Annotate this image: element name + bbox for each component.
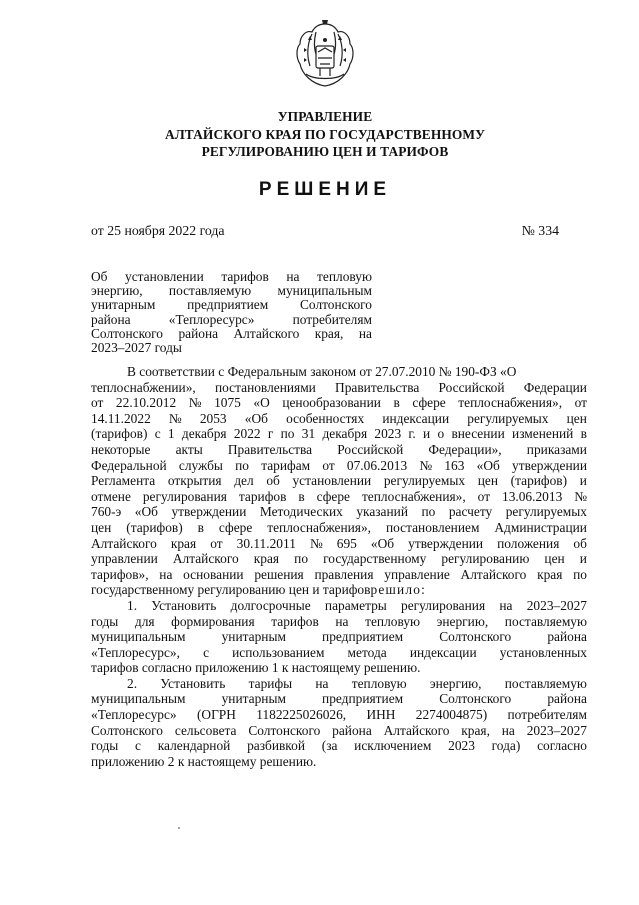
word: Об [91, 269, 108, 284]
word: на [358, 325, 372, 341]
word: 30.11.2011 [236, 535, 296, 551]
preamble-line [91, 520, 587, 536]
word: муниципальным [277, 283, 372, 299]
preamble-line [91, 395, 587, 411]
preamble-line [91, 489, 587, 505]
word: 2023–2027 годы [91, 340, 182, 356]
word: и [423, 426, 431, 442]
word: параметры [324, 597, 387, 613]
word: края [170, 535, 197, 551]
word: с [203, 644, 210, 660]
word: района [547, 629, 587, 645]
word: 2. [127, 675, 138, 691]
word: от [477, 488, 491, 504]
word: 2023 [374, 426, 402, 442]
word: Алтайского [383, 722, 450, 738]
word: Федеральной [91, 457, 167, 473]
word: приказами [526, 441, 587, 457]
preamble-line [91, 411, 587, 427]
word: Правительства [227, 441, 313, 457]
word: года) [491, 738, 521, 754]
word: энергию, [91, 283, 143, 299]
decision-body [91, 364, 587, 769]
word: 2022 [233, 426, 261, 442]
word: тепловую [351, 675, 407, 691]
word: регулируемых [467, 410, 549, 426]
item-2-line [91, 691, 587, 707]
word: на [286, 269, 300, 284]
word: 22.10.2012 [115, 395, 177, 411]
word: в [298, 488, 305, 504]
word: «Об [244, 410, 268, 426]
word: регулированию [441, 551, 530, 567]
word: от [574, 395, 587, 411]
word: «О [253, 395, 270, 411]
word: для [134, 613, 155, 629]
word: тарифов [238, 488, 287, 504]
word: утверждении [171, 504, 247, 520]
coat-of-arms-emblem [292, 18, 358, 90]
word: декабря [322, 426, 368, 442]
word: по [573, 566, 587, 582]
word: Установить [151, 597, 217, 613]
word: в [393, 395, 400, 411]
word: муниципальным [91, 691, 186, 707]
subject-line [91, 313, 372, 327]
item-1-line [91, 598, 587, 614]
word: унитарным [91, 297, 156, 313]
word: особенностях [286, 410, 365, 426]
org-line-2: АЛТАЙСКОГО КРАЯ ПО ГОСУДАРСТВЕННОМУ [164, 126, 486, 142]
word: на [501, 722, 515, 738]
word: теплоснабжения», [361, 488, 466, 504]
word: 1075 [214, 395, 241, 411]
item-1-line [91, 629, 587, 645]
word: муниципальным [91, 629, 186, 645]
subject-line [91, 341, 372, 355]
word: об [573, 535, 587, 551]
word: сельсовета [174, 722, 237, 738]
word: утверждении [408, 535, 484, 551]
word: В соответствии с Федеральным законом от 27.07.2010 № 190-ФЗ «О [127, 364, 517, 379]
word: индексации [409, 644, 477, 660]
word: 2053 [199, 410, 227, 426]
word: индексации [382, 410, 450, 426]
word: района [332, 722, 372, 738]
word: Солтонского [248, 722, 321, 738]
word: предприятием [187, 297, 269, 313]
word: (за [321, 738, 338, 754]
word: Регламента [91, 473, 156, 489]
word: Правительства [335, 379, 420, 395]
word: согласно [537, 738, 587, 754]
word: отмене [91, 488, 131, 504]
word: 1182225026026, [256, 707, 347, 723]
word: сфере [316, 488, 350, 504]
word: правления [314, 566, 374, 582]
resolved-word: решило: [370, 582, 427, 598]
word: по [421, 504, 436, 520]
word: 1. [127, 597, 138, 613]
word: дел [234, 473, 254, 489]
organization-name [90, 108, 560, 161]
word: приложению 2 к настоящему решению. [91, 753, 317, 769]
word: 1 [167, 426, 175, 442]
word: (тарифов) [91, 426, 148, 442]
word: «Об [370, 535, 395, 551]
word: исключением [354, 738, 432, 754]
word: на [335, 613, 349, 629]
document-date: от 25 ноября 2022 года [91, 223, 225, 238]
word: сфере [412, 395, 446, 411]
word: регулирования [142, 488, 227, 504]
word: декабря [181, 426, 227, 442]
word: решения [254, 566, 304, 582]
word: внесении [451, 426, 505, 442]
word: потребителям [507, 707, 587, 723]
word: потребителям [292, 311, 372, 327]
word: по [235, 457, 249, 473]
item-1-line [91, 614, 587, 630]
word: предприятием [322, 629, 404, 645]
subject-line [91, 284, 372, 298]
word: цен [91, 519, 112, 535]
word: 760-э [91, 504, 122, 520]
word: № [309, 535, 323, 551]
word: 2274004875) [415, 707, 488, 723]
subject-line [91, 327, 372, 341]
org-line-3: РЕГУЛИРОВАНИЮ ЦЕН И ТАРИФОВ [201, 144, 449, 159]
preamble-line [91, 551, 587, 567]
word: предприятием [322, 691, 404, 707]
org-line-1: УПРАВЛЕНИЕ [277, 109, 373, 124]
word: календарной [157, 738, 231, 754]
word: в [580, 426, 587, 442]
word: «Теплоресурс», [91, 644, 180, 660]
word: установлении [292, 473, 372, 489]
word: регулирования [401, 597, 486, 613]
preamble-line [91, 364, 587, 380]
word: 31 [301, 426, 316, 442]
word: теплоснабжения», [267, 519, 371, 535]
word: 2023–2027 [526, 722, 587, 738]
item-2-line [91, 676, 587, 692]
word: положения [497, 535, 560, 551]
word: «Об [134, 504, 158, 520]
word: тарифов [271, 613, 319, 629]
word: государственному [323, 551, 427, 567]
word: Методических [259, 504, 343, 520]
word: долгосрочные [230, 597, 311, 613]
word: цен [544, 551, 565, 567]
word: района [178, 325, 219, 341]
word: Солтонского [91, 722, 163, 738]
word: энергию, [429, 675, 482, 691]
word: от [322, 457, 335, 473]
document-type-title: РЕШЕНИЕ [258, 179, 392, 200]
word: «Теплоресурс» [91, 707, 177, 723]
word: Российской [337, 441, 404, 457]
word: регулируемых [505, 504, 587, 520]
word: (тарифов) [510, 473, 568, 489]
word: управлении [91, 551, 158, 567]
word: района [547, 691, 587, 707]
document-number: № 334 [521, 223, 559, 238]
word: поставляемую [168, 283, 252, 299]
word: открытия [167, 473, 222, 489]
word: Солтонского [439, 629, 512, 645]
word: цен [477, 473, 499, 489]
word: тарифов согласно приложению 1 к настоящему решению. [91, 660, 421, 676]
word: ИНН [366, 707, 396, 723]
word: края [253, 551, 280, 567]
word: в [197, 519, 204, 535]
preamble-line [91, 442, 587, 458]
word: метода [347, 644, 387, 660]
word: на [499, 597, 513, 613]
word: тарифов», [91, 566, 149, 582]
word: установлении [125, 269, 204, 284]
word: разбивкой [247, 738, 305, 754]
word: утверждении [512, 457, 587, 473]
word: края, [314, 325, 344, 341]
preamble-line [91, 504, 587, 520]
word: 163 [444, 457, 465, 473]
word: тарифам [261, 457, 311, 473]
word: (тарифов) [126, 519, 183, 535]
word: от [91, 395, 104, 411]
item-2-line [91, 723, 587, 739]
word: 2023–2027 [526, 597, 587, 613]
word: и [579, 473, 587, 489]
subject-line [91, 298, 372, 312]
preamble-line [91, 536, 587, 552]
word: г [267, 426, 274, 442]
word: теплоснабжения», [458, 395, 563, 411]
word: Федерации», [428, 441, 502, 457]
word: акты [175, 441, 203, 457]
word: 695 [336, 535, 357, 551]
word: об [266, 473, 280, 489]
word: Алтайского [172, 551, 239, 567]
word: с [154, 426, 161, 442]
word: регулируемых [383, 473, 466, 489]
word: края, [461, 722, 490, 738]
word: 14.11.2022 [91, 410, 151, 426]
item-2-line [91, 754, 587, 770]
scan-speck [178, 827, 180, 829]
subject-line [91, 270, 372, 284]
word: указаний [356, 504, 409, 520]
word: 13.06.2013 [502, 488, 563, 504]
word: управление [384, 566, 450, 582]
word: по [294, 551, 309, 567]
word: Алтайского [460, 566, 527, 582]
preamble-line [91, 582, 587, 598]
word: тарифы [248, 675, 293, 691]
word: использованием [232, 644, 325, 660]
item-2-line [91, 738, 587, 754]
word: на [315, 675, 329, 691]
word: Алтайского [233, 325, 300, 341]
item-1-line [91, 660, 587, 676]
preamble-line [91, 458, 587, 474]
word: Администрации [494, 519, 587, 535]
word: № [419, 457, 433, 473]
word: формирования [171, 613, 255, 629]
word: унитарным [221, 691, 286, 707]
word: района [91, 311, 131, 327]
word: и [579, 551, 587, 567]
word: цен [566, 410, 587, 426]
word: ценообразовании [282, 395, 381, 411]
word: тепловую [317, 269, 372, 284]
word: основании [183, 566, 244, 582]
word: о [437, 426, 445, 442]
word: Алтайского [91, 535, 157, 551]
word: поставляемую [504, 675, 587, 691]
word: Солтонского [439, 691, 512, 707]
word: 07.06.2013 [346, 457, 408, 473]
word: изменений [512, 426, 574, 442]
word: сфере [218, 519, 253, 535]
word: расчету [448, 504, 493, 520]
word: на [159, 566, 173, 582]
word: годы [91, 613, 119, 629]
word: края [537, 566, 563, 582]
word: № [168, 410, 182, 426]
word: «Теплоресурс» [168, 311, 255, 327]
word: Установить [160, 675, 226, 691]
word: № [188, 395, 202, 411]
word: поставляемую [504, 613, 587, 629]
word: постановлением [385, 519, 480, 535]
word: от [210, 535, 223, 551]
preamble-line [91, 380, 587, 396]
word: (ОГРН [196, 707, 236, 723]
decision-subject [91, 270, 372, 355]
word: 2023 [448, 738, 475, 754]
preamble-line [91, 567, 587, 583]
word: Российской [438, 379, 505, 395]
word: теплоснабжении», [91, 379, 196, 395]
word: постановлениями [214, 379, 316, 395]
word: унитарным [221, 629, 286, 645]
word: Солтонского [91, 325, 163, 341]
word: по [280, 426, 295, 442]
word: с [135, 738, 141, 754]
word: службы [178, 457, 223, 473]
preamble-line [91, 473, 587, 489]
word: годы [91, 738, 119, 754]
item-1-line [91, 645, 587, 661]
word: энергию, [436, 613, 489, 629]
word: установленных [499, 644, 587, 660]
preamble-line [91, 426, 587, 442]
word: тарифов [221, 269, 269, 284]
word: г. [408, 426, 416, 442]
word: № [574, 488, 587, 504]
word: государственному регулированию цен и тарифов [91, 582, 371, 598]
word: Солтонского [300, 297, 372, 313]
word: «Об [476, 457, 500, 473]
word: тепловую [365, 613, 421, 629]
word: Федерации [523, 379, 587, 395]
word: некоторые [91, 441, 151, 457]
item-2-line [91, 707, 587, 723]
